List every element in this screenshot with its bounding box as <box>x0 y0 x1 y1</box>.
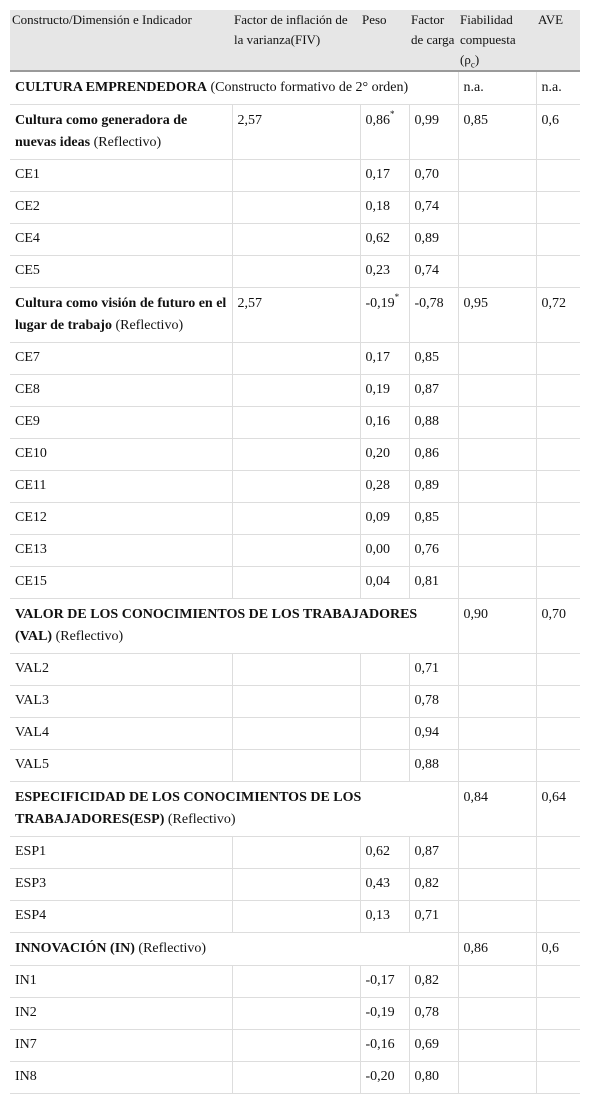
fiabilidad-value <box>458 535 536 567</box>
indicator-label: VAL2 <box>10 654 232 686</box>
fiabilidad-value <box>458 837 536 869</box>
ave-value: 0,64 <box>536 782 580 837</box>
fiv-value: 2,57 <box>232 105 360 160</box>
construct-cell <box>10 71 458 105</box>
construct-name: INNOVACIÓN (IN) <box>15 941 135 956</box>
construct-type: (Reflectivo) <box>134 941 207 956</box>
carga-value: 0,80 <box>409 1062 458 1094</box>
peso-value: 0,19 <box>360 375 409 407</box>
indicator-row <box>10 966 580 998</box>
indicator-label: CE5 <box>10 256 232 288</box>
ave-value <box>536 471 580 503</box>
fiabilidad-value: 0,85 <box>458 105 536 160</box>
carga-value: 0,74 <box>409 256 458 288</box>
fiv-value <box>232 750 360 782</box>
indicator-row <box>10 718 580 750</box>
ave-value <box>536 1030 580 1062</box>
ave-value <box>536 343 580 375</box>
dimension-name: Cultura como visión de futuro en el lugar de trabajo <box>15 296 227 333</box>
carga-value: 0,69 <box>409 1030 458 1062</box>
indicator-row <box>10 837 580 869</box>
header-construct: Constructo/Dimensión e Indicador <box>10 10 232 71</box>
fiabilidad-value <box>458 192 536 224</box>
fiv-value <box>232 256 360 288</box>
carga-value: 0,87 <box>409 375 458 407</box>
ave-value <box>536 567 580 599</box>
fiabilidad-value <box>458 1030 536 1062</box>
fiv-value <box>232 869 360 901</box>
indicator-label: VAL4 <box>10 718 232 750</box>
construct-type: (Constructo formativo de 2° orden) <box>207 80 409 95</box>
ave-value <box>536 837 580 869</box>
indicator-label: CE8 <box>10 375 232 407</box>
carga-value: 0,76 <box>409 535 458 567</box>
peso-value <box>360 654 409 686</box>
fiabilidad-value <box>458 375 536 407</box>
header-fiv: Factor de inflación de la varianza(FIV) <box>232 10 360 71</box>
indicator-label: VAL5 <box>10 750 232 782</box>
header-factor-carga: Factor de carga <box>409 10 458 71</box>
indicator-label: IN1 <box>10 966 232 998</box>
fiabilidad-value <box>458 901 536 933</box>
indicator-row <box>10 567 580 599</box>
indicator-row <box>10 375 580 407</box>
carga-value: 0,89 <box>409 471 458 503</box>
peso-value <box>360 686 409 718</box>
fiabilidad-value <box>458 160 536 192</box>
ave-value <box>536 1062 580 1094</box>
indicator-label: CE15 <box>10 567 232 599</box>
dimension-name: Cultura como generadora de nuevas ideas <box>15 113 188 150</box>
ave-value <box>536 224 580 256</box>
carga-value: 0,86 <box>409 439 458 471</box>
ave-value: n.a. <box>536 71 580 105</box>
fiabilidad-value <box>458 998 536 1030</box>
fiv-value <box>232 686 360 718</box>
dimension-cell <box>10 105 232 160</box>
peso-value: 0,23 <box>360 256 409 288</box>
table-body <box>10 71 580 1094</box>
header-fiabilidad-close: ) <box>474 52 480 67</box>
carga-value: 0,81 <box>409 567 458 599</box>
fiv-value <box>232 654 360 686</box>
indicator-row <box>10 160 580 192</box>
fiabilidad-value: 0,95 <box>458 288 536 343</box>
dimension-row <box>10 288 580 343</box>
indicator-row <box>10 192 580 224</box>
fiv-value <box>232 439 360 471</box>
fiv-value <box>232 224 360 256</box>
construct-name: CULTURA EMPRENDEDORA <box>15 80 208 95</box>
peso-value: 0,17 <box>360 160 409 192</box>
peso-value <box>360 718 409 750</box>
ave-value: 0,72 <box>536 288 580 343</box>
measurement-model-table <box>10 10 580 1094</box>
fiv-value: 2,57 <box>232 288 360 343</box>
peso-value: 0,13 <box>360 901 409 933</box>
construct-type: (Reflectivo) <box>52 629 124 644</box>
indicator-label: VAL3 <box>10 686 232 718</box>
indicator-label: IN8 <box>10 1062 232 1094</box>
ave-value <box>536 535 580 567</box>
indicator-row <box>10 869 580 901</box>
indicator-label: CE11 <box>10 471 232 503</box>
indicator-row <box>10 654 580 686</box>
ave-value <box>536 192 580 224</box>
ave-value <box>536 998 580 1030</box>
construct-name: ESPECIFICIDAD DE LOS CONOCIMIENTOS DE LOS TRABAJADORES(ESP) <box>15 790 362 827</box>
indicator-label: ESP4 <box>10 901 232 933</box>
fiv-value <box>232 718 360 750</box>
peso-value: 0,18 <box>360 192 409 224</box>
carga-value: 0,82 <box>409 966 458 998</box>
ave-value <box>536 407 580 439</box>
peso-value: 0,09 <box>360 503 409 535</box>
fiabilidad-value: 0,90 <box>458 599 536 654</box>
peso-value: 0,04 <box>360 567 409 599</box>
carga-value: 0,74 <box>409 192 458 224</box>
construct-row <box>10 599 580 654</box>
indicator-label: IN2 <box>10 998 232 1030</box>
indicator-label: CE4 <box>10 224 232 256</box>
carga-value: 0,70 <box>409 160 458 192</box>
ave-value <box>536 375 580 407</box>
fiabilidad-value <box>458 966 536 998</box>
header-peso: Peso <box>360 10 409 71</box>
fiv-value <box>232 535 360 567</box>
fiv-value <box>232 471 360 503</box>
fiv-value <box>232 407 360 439</box>
header-fiabilidad-text: Fiabilidad compuesta (ρ <box>460 12 516 67</box>
fiabilidad-value: n.a. <box>458 71 536 105</box>
ave-value <box>536 750 580 782</box>
table-header-row <box>10 10 580 71</box>
carga-value: 0,85 <box>409 503 458 535</box>
carga-value: 0,82 <box>409 869 458 901</box>
dimension-cell <box>10 288 232 343</box>
fiv-value <box>232 966 360 998</box>
ave-value <box>536 966 580 998</box>
peso-value: 0,17 <box>360 343 409 375</box>
peso-value: -0,16 <box>360 1030 409 1062</box>
indicator-row <box>10 224 580 256</box>
indicator-label: CE10 <box>10 439 232 471</box>
indicator-label: IN7 <box>10 1030 232 1062</box>
significance-mark: * <box>394 292 400 303</box>
carga-value: 0,78 <box>409 998 458 1030</box>
header-ave: AVE <box>536 10 580 71</box>
peso-value: 0,20 <box>360 439 409 471</box>
carga-value: 0,71 <box>409 654 458 686</box>
indicator-label: CE2 <box>10 192 232 224</box>
ave-value <box>536 686 580 718</box>
fiv-value <box>232 1030 360 1062</box>
peso-value: -0,19 <box>360 998 409 1030</box>
indicator-row <box>10 1062 580 1094</box>
indicator-row <box>10 750 580 782</box>
ave-value <box>536 160 580 192</box>
fiabilidad-value <box>458 439 536 471</box>
peso-value: 0,16 <box>360 407 409 439</box>
fiabilidad-value <box>458 869 536 901</box>
ave-value <box>536 718 580 750</box>
peso-value: 0,62 <box>360 837 409 869</box>
indicator-label: CE13 <box>10 535 232 567</box>
indicator-label: CE9 <box>10 407 232 439</box>
peso-value: 0,43 <box>360 869 409 901</box>
fiv-value <box>232 901 360 933</box>
indicator-row <box>10 901 580 933</box>
indicator-row <box>10 535 580 567</box>
construct-row <box>10 782 580 837</box>
peso-value <box>360 750 409 782</box>
fiabilidad-value <box>458 471 536 503</box>
peso-number: 0,86 <box>365 113 390 128</box>
fiabilidad-value <box>458 407 536 439</box>
fiv-value <box>232 837 360 869</box>
carga-value: 0,87 <box>409 837 458 869</box>
peso-number: -0,19 <box>365 296 395 311</box>
fiv-value <box>232 192 360 224</box>
fiabilidad-value <box>458 567 536 599</box>
carga-value: 0,85 <box>409 343 458 375</box>
indicator-row <box>10 998 580 1030</box>
construct-type: (Reflectivo) <box>164 812 236 827</box>
indicator-row <box>10 686 580 718</box>
indicator-row <box>10 503 580 535</box>
carga-value: -0,78 <box>409 288 458 343</box>
indicator-label: ESP3 <box>10 869 232 901</box>
carga-value: 0,71 <box>409 901 458 933</box>
carga-value: 0,99 <box>409 105 458 160</box>
header-fiabilidad-sub: c <box>470 59 475 70</box>
carga-value: 0,88 <box>409 750 458 782</box>
ave-value <box>536 654 580 686</box>
ave-value: 0,6 <box>536 933 580 966</box>
fiabilidad-value <box>458 718 536 750</box>
construct-row <box>10 71 580 105</box>
fiv-value <box>232 567 360 599</box>
fiv-value <box>232 160 360 192</box>
ave-value: 0,6 <box>536 105 580 160</box>
fiabilidad-value <box>458 750 536 782</box>
fiabilidad-value <box>458 256 536 288</box>
indicator-label: CE12 <box>10 503 232 535</box>
peso-value: 0,28 <box>360 471 409 503</box>
fiv-value <box>232 1062 360 1094</box>
peso-value <box>360 105 409 160</box>
ave-value <box>536 439 580 471</box>
peso-value: -0,17 <box>360 966 409 998</box>
indicator-row <box>10 1030 580 1062</box>
header-fiabilidad <box>458 10 536 71</box>
indicator-label: CE1 <box>10 160 232 192</box>
fiabilidad-value: 0,84 <box>458 782 536 837</box>
ave-value <box>536 256 580 288</box>
fiv-value <box>232 998 360 1030</box>
ave-value <box>536 503 580 535</box>
peso-value: 0,00 <box>360 535 409 567</box>
dimension-row <box>10 105 580 160</box>
carga-value: 0,78 <box>409 686 458 718</box>
fiabilidad-value <box>458 1062 536 1094</box>
indicator-row <box>10 471 580 503</box>
construct-cell <box>10 782 458 837</box>
significance-mark: * <box>390 109 395 120</box>
dimension-type: (Reflectivo) <box>90 135 162 150</box>
fiabilidad-value <box>458 343 536 375</box>
indicator-row <box>10 407 580 439</box>
fiabilidad-value: 0,86 <box>458 933 536 966</box>
fiabilidad-value <box>458 503 536 535</box>
ave-value <box>536 901 580 933</box>
results-table-container <box>10 10 580 1094</box>
carga-value: 0,94 <box>409 718 458 750</box>
dimension-type: (Reflectivo) <box>111 318 184 333</box>
peso-value: -0,20 <box>360 1062 409 1094</box>
construct-cell <box>10 599 458 654</box>
fiv-value <box>232 503 360 535</box>
construct-row <box>10 933 580 966</box>
construct-name: VALOR DE LOS CONOCIMIENTOS DE LOS TRABAJADORES (VAL) <box>15 607 418 644</box>
fiabilidad-value <box>458 654 536 686</box>
carga-value: 0,88 <box>409 407 458 439</box>
peso-value: 0,62 <box>360 224 409 256</box>
indicator-row <box>10 439 580 471</box>
peso-value <box>360 288 409 343</box>
fiv-value <box>232 375 360 407</box>
ave-value <box>536 869 580 901</box>
construct-cell <box>10 933 458 966</box>
indicator-row <box>10 343 580 375</box>
indicator-label: ESP1 <box>10 837 232 869</box>
indicator-label: CE7 <box>10 343 232 375</box>
carga-value: 0,89 <box>409 224 458 256</box>
indicator-row <box>10 256 580 288</box>
ave-value: 0,70 <box>536 599 580 654</box>
fiv-value <box>232 343 360 375</box>
fiabilidad-value <box>458 686 536 718</box>
fiabilidad-value <box>458 224 536 256</box>
